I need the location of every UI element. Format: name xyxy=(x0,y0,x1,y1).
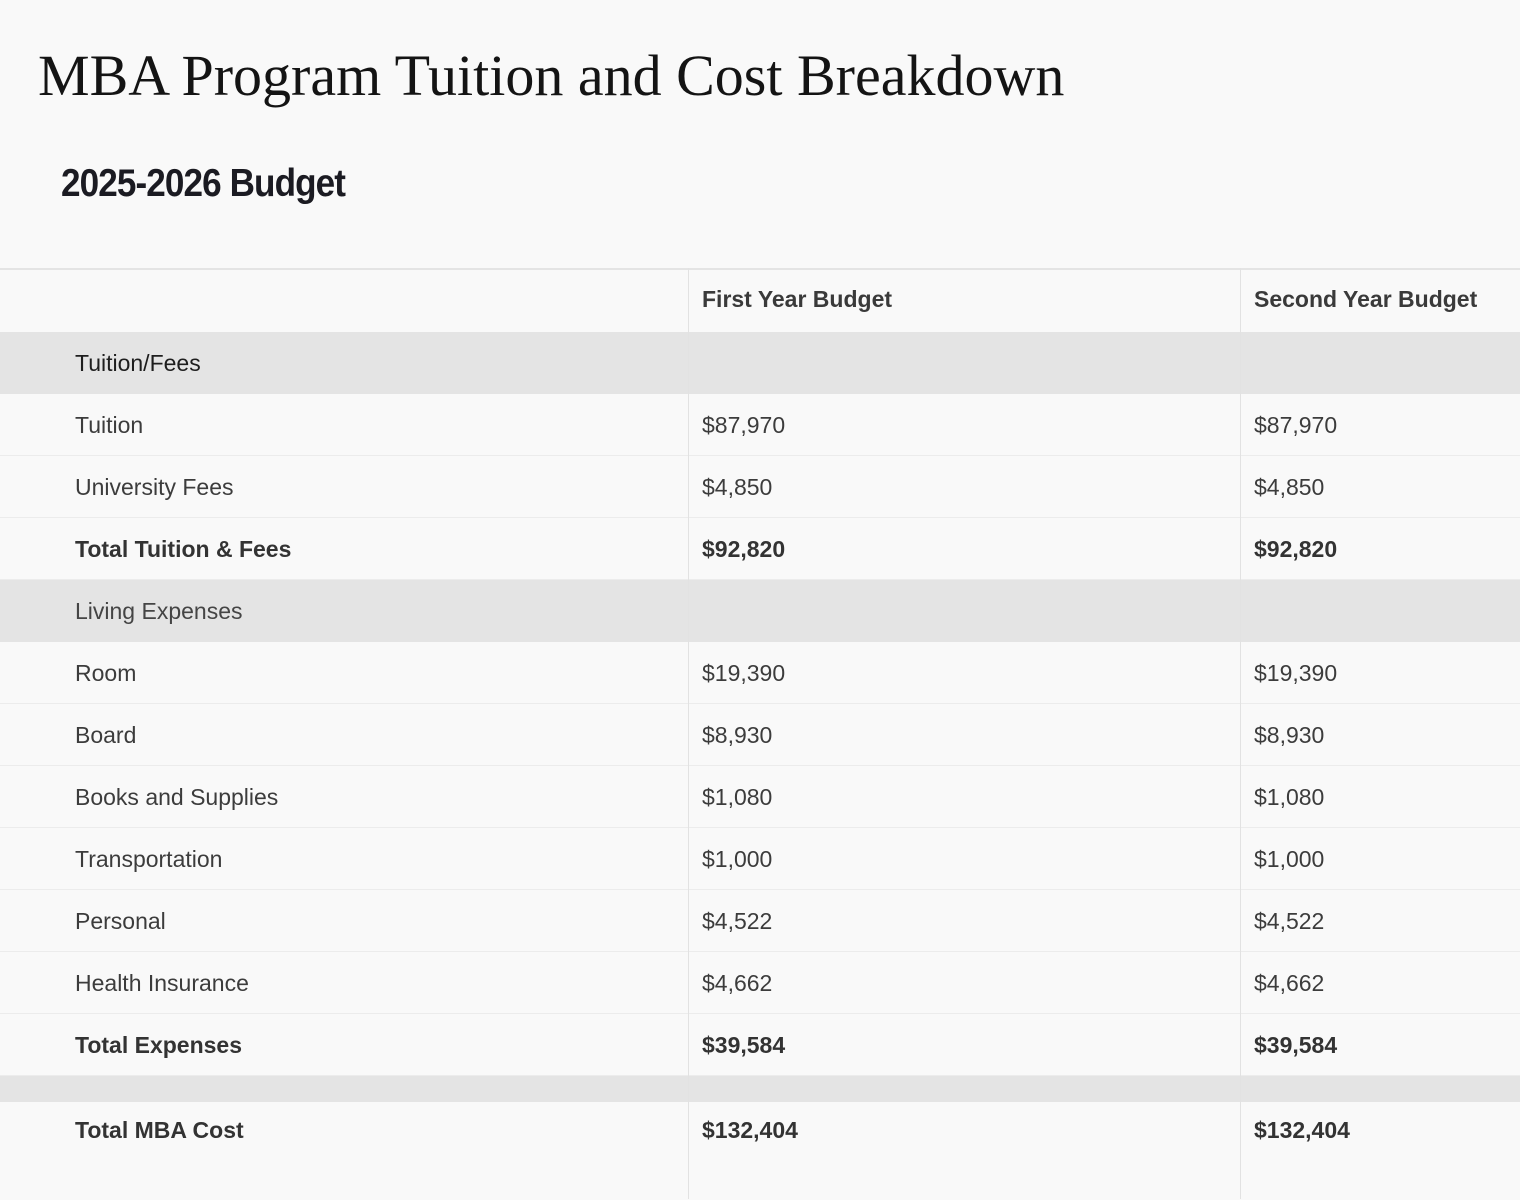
column-divider xyxy=(688,268,689,1199)
total-second-year: $39,584 xyxy=(1254,1032,1338,1058)
table-row xyxy=(0,704,1520,766)
total-row-expenses xyxy=(0,1014,1520,1076)
second-year-value: $8,930 xyxy=(1254,722,1325,748)
section-spacer-band xyxy=(0,1076,1520,1102)
table-row xyxy=(0,952,1520,1014)
second-year-value: $4,662 xyxy=(1254,970,1325,996)
budget-table xyxy=(0,268,1520,1200)
total-first-year: $39,584 xyxy=(702,1032,786,1058)
row-label: Transportation xyxy=(75,846,223,872)
row-label: Room xyxy=(75,660,137,686)
budget-year-heading: 2025-2026 Budget xyxy=(61,162,346,205)
total-first-year: $92,820 xyxy=(702,536,786,562)
section-label: Living Expenses xyxy=(75,598,243,624)
first-year-value: $8,930 xyxy=(702,722,773,748)
table-row xyxy=(0,394,1520,456)
second-year-value: $1,080 xyxy=(1254,784,1325,810)
total-second-year: $92,820 xyxy=(1254,536,1338,562)
table-row xyxy=(0,642,1520,704)
row-label: Books and Supplies xyxy=(75,784,279,810)
column-divider xyxy=(1240,268,1241,1199)
section-row-tuition-fees xyxy=(0,332,1520,394)
row-label: Board xyxy=(75,722,137,748)
row-label: Health Insurance xyxy=(75,970,249,996)
table-row xyxy=(0,828,1520,890)
total-label: Total Expenses xyxy=(75,1032,243,1058)
second-year-value: $4,850 xyxy=(1254,474,1325,500)
first-year-value: $4,850 xyxy=(702,474,773,500)
total-row-tuition-fees xyxy=(0,518,1520,580)
total-label: Total Tuition & Fees xyxy=(75,536,292,562)
table-row xyxy=(0,766,1520,828)
grand-total-label: Total MBA Cost xyxy=(75,1117,244,1143)
header-first-year: First Year Budget xyxy=(702,286,893,312)
row-label: University Fees xyxy=(75,474,234,500)
row-label: Tuition xyxy=(75,412,144,438)
header-second-year: Second Year Budget xyxy=(1254,286,1478,312)
first-year-value: $87,970 xyxy=(702,412,786,438)
grand-total-first-year: $132,404 xyxy=(702,1117,798,1143)
first-year-value: $4,662 xyxy=(702,970,773,996)
first-year-value: $1,000 xyxy=(702,846,773,872)
table-row xyxy=(0,456,1520,518)
grand-total-row xyxy=(0,1102,1520,1200)
grand-total-second-year: $132,404 xyxy=(1254,1117,1350,1143)
section-row-living-expenses xyxy=(0,580,1520,642)
row-label: Personal xyxy=(75,908,166,934)
second-year-value: $4,522 xyxy=(1254,908,1325,934)
second-year-value: $87,970 xyxy=(1254,412,1338,438)
first-year-value: $4,522 xyxy=(702,908,773,934)
second-year-value: $19,390 xyxy=(1254,660,1338,686)
section-label: Tuition/Fees xyxy=(75,350,201,376)
first-year-value: $19,390 xyxy=(702,660,786,686)
table-header-row xyxy=(0,270,1520,332)
table-row xyxy=(0,890,1520,952)
page-title: MBA Program Tuition and Cost Breakdown xyxy=(38,43,1065,108)
first-year-value: $1,080 xyxy=(702,784,773,810)
second-year-value: $1,000 xyxy=(1254,846,1325,872)
